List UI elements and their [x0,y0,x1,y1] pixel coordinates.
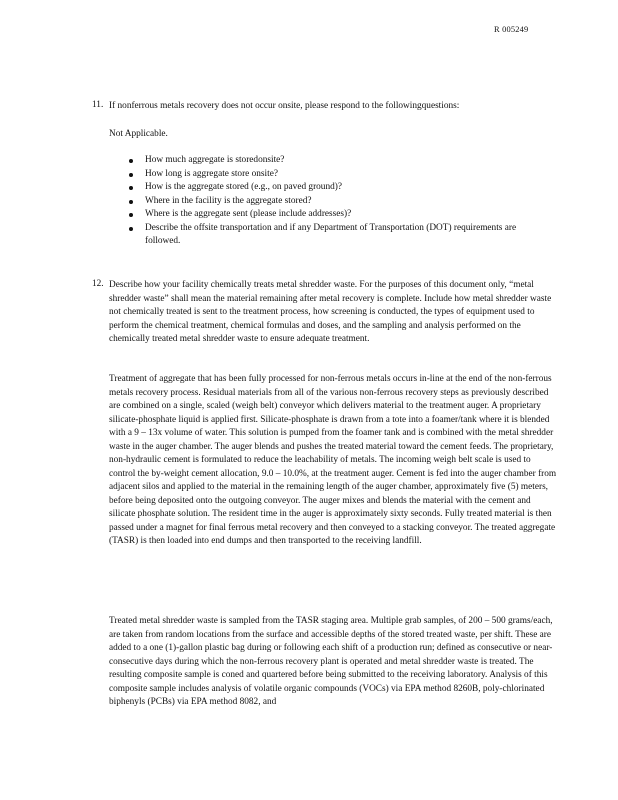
bullet-icon [129,213,133,217]
bullet-icon [129,227,133,231]
question-11-text: If nonferrous metals recovery does not occur onsite, please respond to the followingquestions: [109,101,460,111]
list-item [128,168,548,182]
sampling-paragraph: Treated metal shredder waste is sampled from the TASR staging area. Multiple grab samples, of 200 – 500 grams/each, are taken from random locations from the surface and accessible depths of the stored treated waste, per shift. These are added to a one (1)-gallon plastic bag during or following each shift of a production run; defined as consecutive or near-consecutive days during which the non-ferrous recovery plant is operated and metal shredder waste is treated. The resulting composite sample is coned and quartered before being submitted to the receiving laboratory. Analysis of this composite sample includes analysis of volatile organic compounds (VOCs) via EPA method 8260B, poly-chlorinated biphenyls (PCBs) via EPA method 8082, and [109,616,553,707]
bullet-text: Describe the offsite transportation and if any Department of Transportation (DOT) requirements are followed. [145,222,517,246]
list-item [128,181,548,195]
bullet-icon [129,173,133,177]
bullet-text: Where in the facility is the aggregate stored? [145,195,312,206]
list-item [128,222,548,249]
bullet-text: How long is aggregate store onsite? [145,168,278,179]
bullet-icon [129,200,133,204]
question-11-number: 11. [92,100,104,110]
bullet-text: How is the aggregate stored (e.g., on paved ground)? [145,182,342,192]
bullet-text: How much aggregate is storedonsite? [145,155,285,165]
question-11-bullet-list [128,154,548,249]
treatment-paragraph: Treatment of aggregate that has been fully processed for non-ferrous metals occurs in-line at the end of the non-ferrous metals recovery process. Residual materials from all of the various non-ferrous recovery steps as previously described are combined on a single, scaled (weigh belt) conveyor which delivers material to the treatment auger. A proprietary silicate-phosphate liquid is applied first. Silicate-phosphate is drawn from a tote into a foamer/tank where it is blended with a 9 – 13x volume of water. This solution is pumped from the foamer tank and is combined with the metal shredder waste in the auger chamber. The auger blends and pushes the treated material toward the cement feeds. The proprietary, non-hydraulic cement is formulated to reduce the leachability of metals. The incoming weigh belt scale is used to control the by-weight cement allocation, 9.0 – 10.0%, at the treatment auger. Cement is fed into the auger chamber from adjacent silos and applied to the material in the remaining length of the auger chamber, approximately five (5) meters, before being deposited onto the outgoing conveyor. The auger mixes and blends the material with the cement and silicate phosphate solution. The resident time in the auger is approximately sixty seconds. Fully treated material is then passed under a magnet for final ferrous metal recovery and then conveyed to a stacking conveyor. The treated aggregate (TASR) is then loaded into end dumps and then transported to the receiving landfill. [109,374,557,546]
question-11-answer: Not Applicable. [109,129,168,139]
bullet-icon [129,159,133,163]
question-12-text: Describe how your facility chemically treats metal shredder waste. For the purposes of this document only, “metal shredder waste” shall mean the material remaining after metal recovery is complete. Include how metal shredder waste not chemically treated is sent to the treatment process, how screening is conducted, the types of equipment used to perform the chemical treatment, chemical formulas and doses, and the sampling and analysis performed on the chemically treated metal shredder waste to ensure adequate treatment. [109,280,552,344]
document-id: R 005249 [494,25,529,34]
list-item [128,208,548,222]
bullet-text: Where is the aggregate sent (please include addresses)? [145,209,352,219]
question-12-number: 12. [92,279,104,289]
bullet-icon [129,186,133,190]
list-item [128,154,548,168]
list-item [128,195,548,209]
